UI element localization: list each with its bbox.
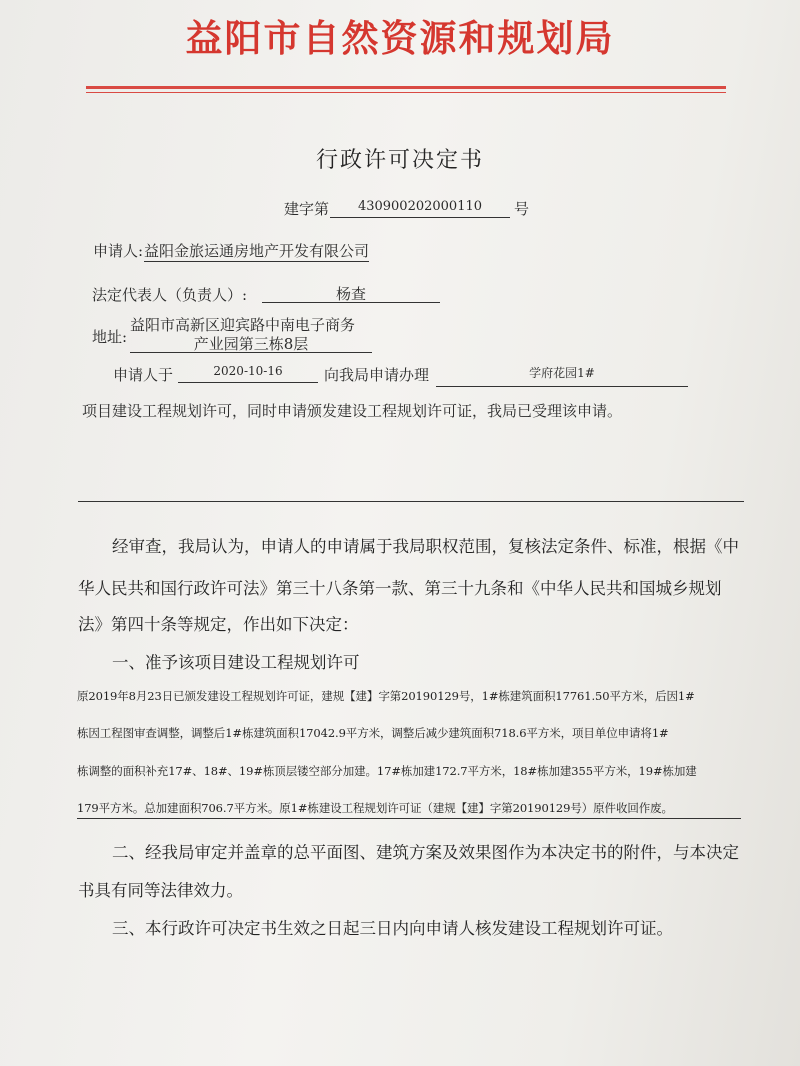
- applicant-name: 益阳金旅运通房地产开发有限公司: [144, 242, 370, 260]
- address-label: 地址:: [92, 328, 128, 346]
- review-line-3: 法》第四十条等规定，作出如下决定：: [78, 615, 359, 634]
- review-line-1: 经审查，我局认为，申请人的申请属于我局职权范围，复核法定条件、标准，根据《中: [112, 537, 739, 556]
- legal-rep-label: 法定代表人（负责人）:: [92, 286, 248, 304]
- decision2-line-2: 书具有同等法律效力。: [78, 881, 243, 900]
- decision3-line-1: 三、本行政许可决定书生效之日起三日内向申请人核发建设工程规划许可证。: [112, 919, 673, 938]
- letterhead-red-rule: [86, 86, 726, 89]
- decision1-line-1: 原2019年8月23日已颁发建设工程规划许可证，建规【建】字第20190129号，1#栋建筑面积17761.50平方米，后因1#: [77, 689, 695, 703]
- doc-number-prefix: 建字第: [284, 200, 330, 218]
- decision1-line-3: 栋调整的面积补充17#、18#、19#栋顶层镂空部分加建。17#栋加建172.7平方米，18#栋加建355平方米，19#栋加建: [77, 764, 697, 778]
- document-title: 行政许可决定书: [315, 148, 484, 173]
- decision1-underline: [77, 818, 741, 819]
- application-line2: 项目建设工程规划许可，同时申请颁发建设工程规划许可证，我局已受理该申请。: [82, 402, 623, 420]
- decision1-line-2: 栋因工程图审查调整，调整后1#栋建筑面积17042.9平方米，调整后减少建筑面积718.6平方米，项目单位申请将1#: [77, 726, 669, 740]
- application-prefix: 申请人于: [113, 366, 174, 384]
- decision1-line-4: 179平方米。总加建面积706.7平方米。原1#栋建设工程规划许可证（建规【建】字第20190129号）原件收回作废。: [77, 801, 673, 815]
- applicant-label: 申请人:: [93, 242, 144, 260]
- doc-number-value: 430900202000110: [330, 199, 510, 218]
- legal-rep-name: 杨查: [262, 283, 440, 303]
- decision2-line-1: 二、经我局审定并盖章的总平面图、建筑方案及效果图作为本决定书的附件，与本决定: [112, 843, 739, 862]
- application-date: 2020-10-16: [178, 364, 318, 383]
- review-line-2: 华人民共和国行政许可法》第三十八条第一款、第三十九条和《中华人民共和国城乡规划: [78, 579, 722, 598]
- address-line1: 益阳市高新区迎宾路中南电子商务: [130, 316, 356, 334]
- decision1-heading: 一、准予该项目建设工程规划许可: [112, 653, 360, 672]
- letterhead-red-rule-thin: [86, 92, 726, 93]
- address-line2: 产业园第三栋8层: [130, 333, 372, 353]
- agency-letterhead: 益阳市自然资源和规划局: [185, 17, 615, 60]
- blank-fill-line: [78, 501, 744, 502]
- application-middle: 向我局申请办理: [324, 366, 430, 384]
- doc-number-suffix: 号: [514, 200, 530, 218]
- application-project: 学府花园1#: [436, 364, 688, 387]
